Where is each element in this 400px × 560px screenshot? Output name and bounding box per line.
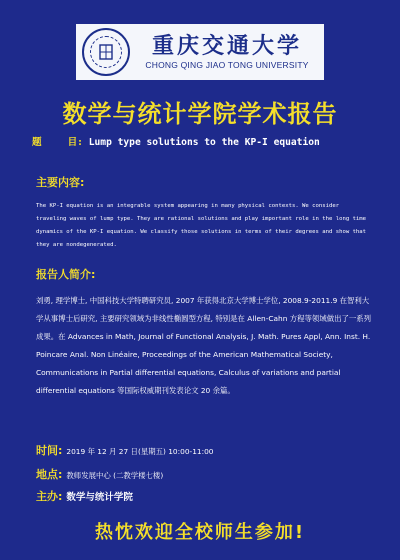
place-label: 地点: <box>36 468 63 481</box>
time-label: 时间: <box>36 444 63 457</box>
topic-label-2: 目: <box>67 137 83 148</box>
poster-title: 数学与统计学院学术报告 <box>62 100 338 128</box>
host-label: 主办: <box>36 490 63 503</box>
topic-label-1: 题 <box>32 137 42 148</box>
place-row <box>36 466 163 482</box>
speaker-bio: 刘勇, 理学博士, 中国科技大学特聘研究员, 2007 年获得北京大学博士学位, 2008.9-2011.9 在智利大学从事博士后研究, 主要研究领域为非线性椭圆型方程, 特别是在 Allen-Cahn 方程等领域做出了一系列成果。在 Advances in Math, Journal of Functional Analysis, J. Math. Pures Appl, Ann. Inst. H. Poincare Anal. Non Linéaire, Proceedings of the American Mathematical Society, Communications in Partial differential equations, Calculus of variations and partial differential equations 等国际权威期刊发表论文 20 余篇。 <box>36 296 372 395</box>
content-abstract: The KP-I equation is an integrable system appearing in many physical contexts. We consider traveling waves of lump type. They are rational solutions and play important role in the long time dynamics of the KP-I equation. We classify those solutions in terms of their degrees and show that they are nondegenerated. <box>36 203 367 248</box>
university-banner <box>76 24 324 80</box>
host-value: 数学与统计学院 <box>66 492 133 503</box>
university-name-en: CHONG QING JIAO TONG UNIVERSITY <box>145 60 309 70</box>
content-heading: 主要内容: <box>36 176 85 189</box>
topic-line <box>32 134 392 148</box>
university-name <box>130 33 324 71</box>
time-value: 2019 年 12 月 27 日(星期五) 10:00-11:00 <box>66 447 214 456</box>
seal-emblem-icon <box>95 41 117 63</box>
topic-value: Lump type solutions to the KP-I equation <box>88 137 320 148</box>
university-name-cn: 重庆交通大学 <box>151 33 302 59</box>
place-value: 教师发展中心 (二教学楼七楼) <box>66 471 164 480</box>
speaker-heading: 报告人简介: <box>36 268 96 281</box>
host-row <box>36 488 133 504</box>
invitation-footer: 热忱欢迎全校师生参加! <box>94 522 306 543</box>
time-row <box>36 442 214 458</box>
university-seal-icon <box>82 28 130 76</box>
